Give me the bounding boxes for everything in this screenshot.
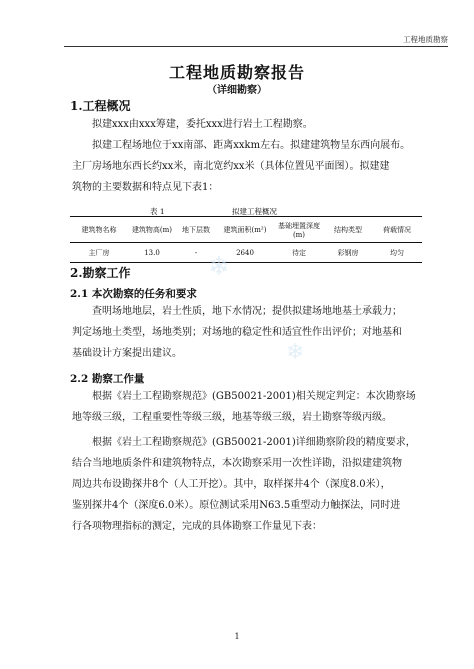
paragraph-line: 筑物的主要数据和特点见下表1： bbox=[72, 182, 219, 193]
table-caption-number: 表 1 bbox=[150, 207, 165, 216]
table-cell: 待定 bbox=[274, 243, 324, 263]
table-header-cell: 建筑物高(m) bbox=[128, 217, 176, 243]
table-header-cell: 结构类型 bbox=[324, 217, 372, 243]
table-row bbox=[70, 243, 422, 263]
header-rule bbox=[64, 46, 448, 47]
workload-paragraph-1 bbox=[72, 386, 420, 428]
table-header-row bbox=[70, 217, 422, 243]
paragraph-line: 结合当地地质条件和建筑物特点，本次勘察采用一次性详勘，沿拟建建筑物 bbox=[72, 458, 402, 469]
paragraph-line: 周边共布设勘探井8个（人工开挖）。其中，取样探井4个（深度8.0米）， bbox=[72, 479, 391, 490]
paragraph-line: 行各项物理指标的测定，完成的具体勘察工作量见下表： bbox=[72, 521, 322, 532]
table-cell: - bbox=[176, 243, 216, 263]
watermark-snowflake-icon: ❄ bbox=[286, 340, 305, 365]
workload-paragraph-2 bbox=[72, 432, 420, 537]
overview-paragraph bbox=[72, 114, 420, 198]
paragraph-line: 根据《岩土工程勘察规范》(GB50021-2001)相关规定判定：本次勘察场 bbox=[92, 391, 416, 402]
paragraph-line: 鉴别探井4个（深度6.0米）。原位测试采用N63.5重型动力触探法，同时进 bbox=[72, 500, 401, 511]
paragraph-line: 主厂房场地东西长约xx米，南北宽约xx米（具体位置见平面图）。拟建建 bbox=[72, 161, 390, 172]
paragraph-line: 基础设计方案提出建议。 bbox=[72, 348, 182, 359]
document-subtitle: （详细勘察） bbox=[207, 85, 267, 96]
table-cell: 主厂房 bbox=[70, 243, 128, 263]
table-header-cell: 建筑物名称 bbox=[70, 217, 128, 243]
paragraph-line: 拟建工程场地位于xx南部、距离xxkm左右。拟建建筑物呈东西向展布。 bbox=[92, 140, 411, 151]
running-header: 工程地质勘察 bbox=[403, 35, 448, 44]
paragraph-line: 拟建xxx由xxx筹建，委托xxx进行岩土工程勘察。 bbox=[92, 119, 313, 130]
table-header-cell: 地下层数 bbox=[176, 217, 216, 243]
paragraph-line: 地等级三级，工程重要性等级三级，地基等级三级，岩土勘察等级丙级。 bbox=[72, 412, 392, 423]
paragraph-line: 判定场地土类型，场地类别；对场地的稳定性和适宜性作出评价；对地基和 bbox=[72, 327, 402, 338]
table-header-cell: 基础埋置深度(m) bbox=[274, 217, 324, 243]
paragraph-line: 根据《岩土工程勘察规范》(GB50021-2001)详细勘察阶段的精度要求， bbox=[92, 437, 416, 448]
document-title: 工程地质勘察报告 bbox=[168, 63, 305, 82]
table-header-cell: 荷载情况 bbox=[372, 217, 422, 243]
watermark-snowflake-icon: ❄ bbox=[208, 252, 230, 282]
section-heading-survey-work: 2.勘察工作 bbox=[70, 266, 131, 280]
table-cell: 彩钢房 bbox=[324, 243, 372, 263]
table-cell: 均匀 bbox=[372, 243, 422, 263]
table-caption-title: 拟建工程概况 bbox=[232, 207, 277, 216]
section-heading-task: 2.1 本次勘察的任务和要求 bbox=[70, 288, 197, 300]
section-heading-overview: 1.工程概况 bbox=[70, 99, 131, 113]
section-heading-workload: 2.2 勘察工作量 bbox=[70, 373, 145, 385]
paragraph-line: 查明场地地层，岩土性质，地下水情况；提供拟建场地地基土承载力； bbox=[92, 306, 402, 317]
page-number: 1 bbox=[234, 632, 240, 641]
table-cell: 2640 bbox=[216, 243, 274, 263]
task-paragraph bbox=[72, 301, 420, 364]
table-cell: 13.0 bbox=[128, 243, 176, 263]
table-header-cell: 建筑面积(m²) bbox=[216, 217, 274, 243]
project-overview-table bbox=[70, 216, 422, 263]
